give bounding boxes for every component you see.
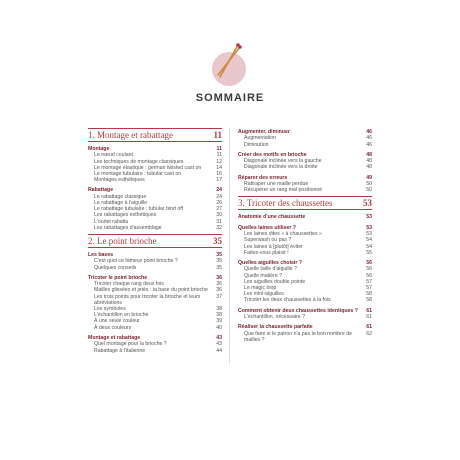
toc-page-number: 16: [216, 171, 222, 178]
toc-page-number: 12: [216, 158, 222, 165]
toc-entry-title: 1. Montage et rabattage: [88, 130, 173, 140]
toc-page-number: 48: [366, 151, 372, 158]
toc-page-number: 46: [366, 135, 372, 142]
toc-page-number: 54: [366, 243, 372, 250]
toc-page-number: 11: [216, 152, 222, 159]
toc-entry-title: Augmentation: [244, 135, 277, 142]
toc-page-number: 62: [366, 330, 372, 337]
toc-item-row: [238, 314, 372, 320]
toc-entry-title: Montages esthétiques: [94, 177, 145, 184]
toc-entry-title: Montage et rabattage: [88, 334, 141, 341]
toc-plain-row: [238, 214, 372, 220]
toc-entry-title: Le rabattage à l'aiguille: [94, 200, 148, 207]
toc-item-row: [88, 177, 222, 183]
toc-entry-title: Rabattage à l'italienne: [94, 347, 146, 354]
toc-entry-title: Rattraper une maille perdue: [244, 181, 309, 188]
toc-entry-title: Les symboles: [94, 306, 126, 313]
toc-entry-title: Le montage élastique : german twisted cast on: [94, 164, 202, 171]
toc-page-number: 43: [216, 341, 222, 348]
toc-entry-title: L'échantillon, nécessaire ?: [244, 314, 305, 321]
toc-page-number: 11: [213, 130, 222, 140]
toc-page-number: 58: [366, 291, 372, 298]
toc-page-number: 26: [216, 200, 222, 207]
toc-entry-title: Les rabattages d'assemblage: [94, 224, 162, 231]
toc-page-number: 35: [213, 236, 222, 247]
toc-chapter-row: [88, 128, 222, 142]
toc-entry-title: Quelles laines utiliser ?: [238, 224, 296, 231]
column-divider: [229, 128, 230, 364]
toc-entry-title: 3. Tricoter des chaussettes: [238, 198, 333, 209]
toc-page-number: 24: [216, 187, 222, 194]
toc-entry-title: Diagonale inclinée vers la droite: [244, 164, 318, 171]
toc-page-number: 38: [216, 312, 222, 319]
toc-page-number: 46: [366, 141, 372, 148]
toc-page-number: 61: [366, 307, 372, 314]
toc-item-row: [238, 250, 372, 256]
toc-entry-title: Le nœud coulant: [94, 152, 133, 159]
toc-entry-title: L'ourlet rabattu: [94, 218, 129, 225]
toc-page-number: 35: [216, 258, 222, 265]
toc-entry-title: Réparer des erreurs: [238, 174, 288, 181]
toc-entry-title: Les trois points pour tricoter la brioche et leurs abréviations: [94, 293, 201, 306]
toc-page-number: 53: [366, 231, 372, 238]
toc-page-number: 36: [216, 281, 222, 288]
toc-entry-title: Les laines dites « à chaussettes »: [244, 231, 322, 238]
toc-page-number: 56: [366, 266, 372, 273]
toc-page-number: 17: [216, 177, 222, 184]
toc-entry-title: Tricoter chaque rang deux fois: [94, 281, 164, 288]
toc-page-number: 35: [216, 252, 222, 259]
toc-entry-title: Les techniques de montage classiques: [94, 158, 184, 165]
toc-entry-title: Les mini-aiguilles: [244, 291, 284, 298]
toc-item-row: [88, 294, 222, 306]
toc-entry-title: À une seule couleur: [94, 318, 140, 325]
toc-right-column: [238, 125, 372, 343]
toc-page-number: 53: [366, 214, 372, 221]
toc-page-number: 31: [216, 218, 222, 225]
toc-item-row: [238, 142, 372, 148]
toc-page-number: 36: [216, 287, 222, 294]
toc-page-number: 54: [366, 237, 372, 244]
page-title: SOMMAIRE: [195, 92, 265, 104]
toc-entry-title: Le rabattage classique: [94, 193, 147, 200]
toc-entry-title: Le montage tubulaire : tubular cast on: [94, 171, 182, 178]
toc-page-number: 32: [216, 224, 222, 231]
toc-page-number: 14: [216, 164, 222, 171]
toc-page-number: 39: [216, 318, 222, 325]
toc-entry-title: Tricoter le point brioche: [88, 274, 148, 281]
toc-item-row: [88, 348, 222, 354]
toc-page-number: 53: [366, 224, 372, 231]
toc-page-number: 44: [216, 347, 222, 354]
toc-page-number: 40: [216, 324, 222, 331]
toc-entry-title: Diminution: [244, 141, 269, 148]
toc-page-number: 37: [216, 293, 222, 300]
toc-page-number: 56: [366, 260, 372, 267]
toc-entry-title: C'est quoi ce fameux point brioche ?: [94, 258, 178, 265]
toc-item-row: [238, 164, 372, 170]
toc-page-number: 56: [366, 272, 372, 279]
toc-entry-title: Les laines à [plutôt] éviter: [244, 243, 303, 250]
toc-left-column: [88, 125, 222, 354]
toc-page-number: 38: [216, 306, 222, 313]
toc-page-number: 27: [216, 206, 222, 213]
toc-entry-title: 2. Le point brioche: [88, 236, 157, 247]
toc-entry-title: Montage: [88, 146, 110, 152]
toc-page-number: 57: [366, 285, 372, 292]
toc-page-number: 50: [366, 181, 372, 188]
toc-chapter-row: [88, 234, 222, 248]
toc-page-number: 49: [366, 174, 372, 181]
toc-page-number: 24: [216, 193, 222, 200]
toc-page-number: 48: [366, 158, 372, 165]
toc-item-row: [88, 265, 222, 271]
toc-entry-title: Le magic loop: [244, 285, 277, 292]
toc-item-row: [88, 225, 222, 231]
toc-page-number: 35: [216, 264, 222, 271]
toc-entry-title: Quelles aiguilles choisir ?: [238, 260, 303, 267]
toc-entry-title: Anatomie d'une chaussette: [238, 214, 306, 221]
toc-entry-title: Tricoter les deux chaussettes à la fois: [244, 297, 331, 304]
toc-page-number: 61: [366, 314, 372, 321]
toc-entry-title: Comment obtenir deux chaussettes identiques ?: [238, 307, 358, 314]
toc-page-number: 58: [366, 297, 372, 304]
toc-entry-title: Quel montage pour la brioche ?: [94, 341, 167, 348]
toc-page-number: 61: [366, 324, 372, 331]
toc-entry-title: Mailles glissées et jetés : la base du point brioche: [94, 287, 208, 294]
toc-entry-title: Augmenter, diminuer: [238, 129, 290, 135]
toc-entry-title: Créer des motifs en brioche: [238, 151, 307, 158]
toc-page-number: 53: [363, 198, 372, 209]
toc-entry-title: L'échantillon en brioche: [94, 312, 149, 319]
toc-page-number: 36: [216, 274, 222, 281]
toc-entry-title: Quelques conseils: [94, 264, 137, 271]
toc-item-row: [238, 297, 372, 303]
toc-entry-title: Que faire si le patron n'a pas le bon nombre de mailles ?: [244, 330, 352, 343]
toc-entry-title: Le rabattage tubulaire : tubular bind off: [94, 206, 184, 213]
toc-entry-title: Rabattage: [88, 187, 114, 194]
toc-entry-title: Quelle taille d'aiguille ?: [244, 266, 297, 273]
toc-entry-title: Les rabattages esthétiques: [94, 212, 157, 219]
toc-entry-title: Réaliser la chaussette parfaite: [238, 324, 313, 331]
toc-item-row: [238, 331, 372, 343]
toc-entry-title: Superwash ou pas ?: [244, 237, 292, 244]
toc-page-number: 46: [366, 129, 372, 135]
toc-page-number: 43: [216, 334, 222, 341]
toc-page-number: 11: [216, 146, 222, 152]
toc-entry-title: Diagonale inclinée vers la gauche: [244, 158, 322, 165]
toc-entry-title: Les bases: [88, 252, 114, 259]
toc-page-number: 50: [366, 187, 372, 194]
toc-entry-title: À deux couleurs: [94, 324, 132, 331]
toc-entry-title: Quelle matière ?: [244, 272, 283, 279]
toc-item-row: [238, 187, 372, 193]
toc-entry-title: Faites-vous plaisir !: [244, 249, 289, 256]
knitting-logo-icon: [204, 39, 254, 89]
toc-item-row: [88, 325, 222, 331]
toc-page-number: 30: [216, 212, 222, 219]
toc-entry-title: Récupérer un rang mal positionné: [244, 187, 323, 194]
toc-entry-title: Les aiguilles double pointe: [244, 278, 306, 285]
toc-page-number: 55: [366, 249, 372, 256]
toc-chapter-row: [238, 196, 372, 210]
toc-page-number: 48: [366, 164, 372, 171]
toc-page-number: 57: [366, 278, 372, 285]
